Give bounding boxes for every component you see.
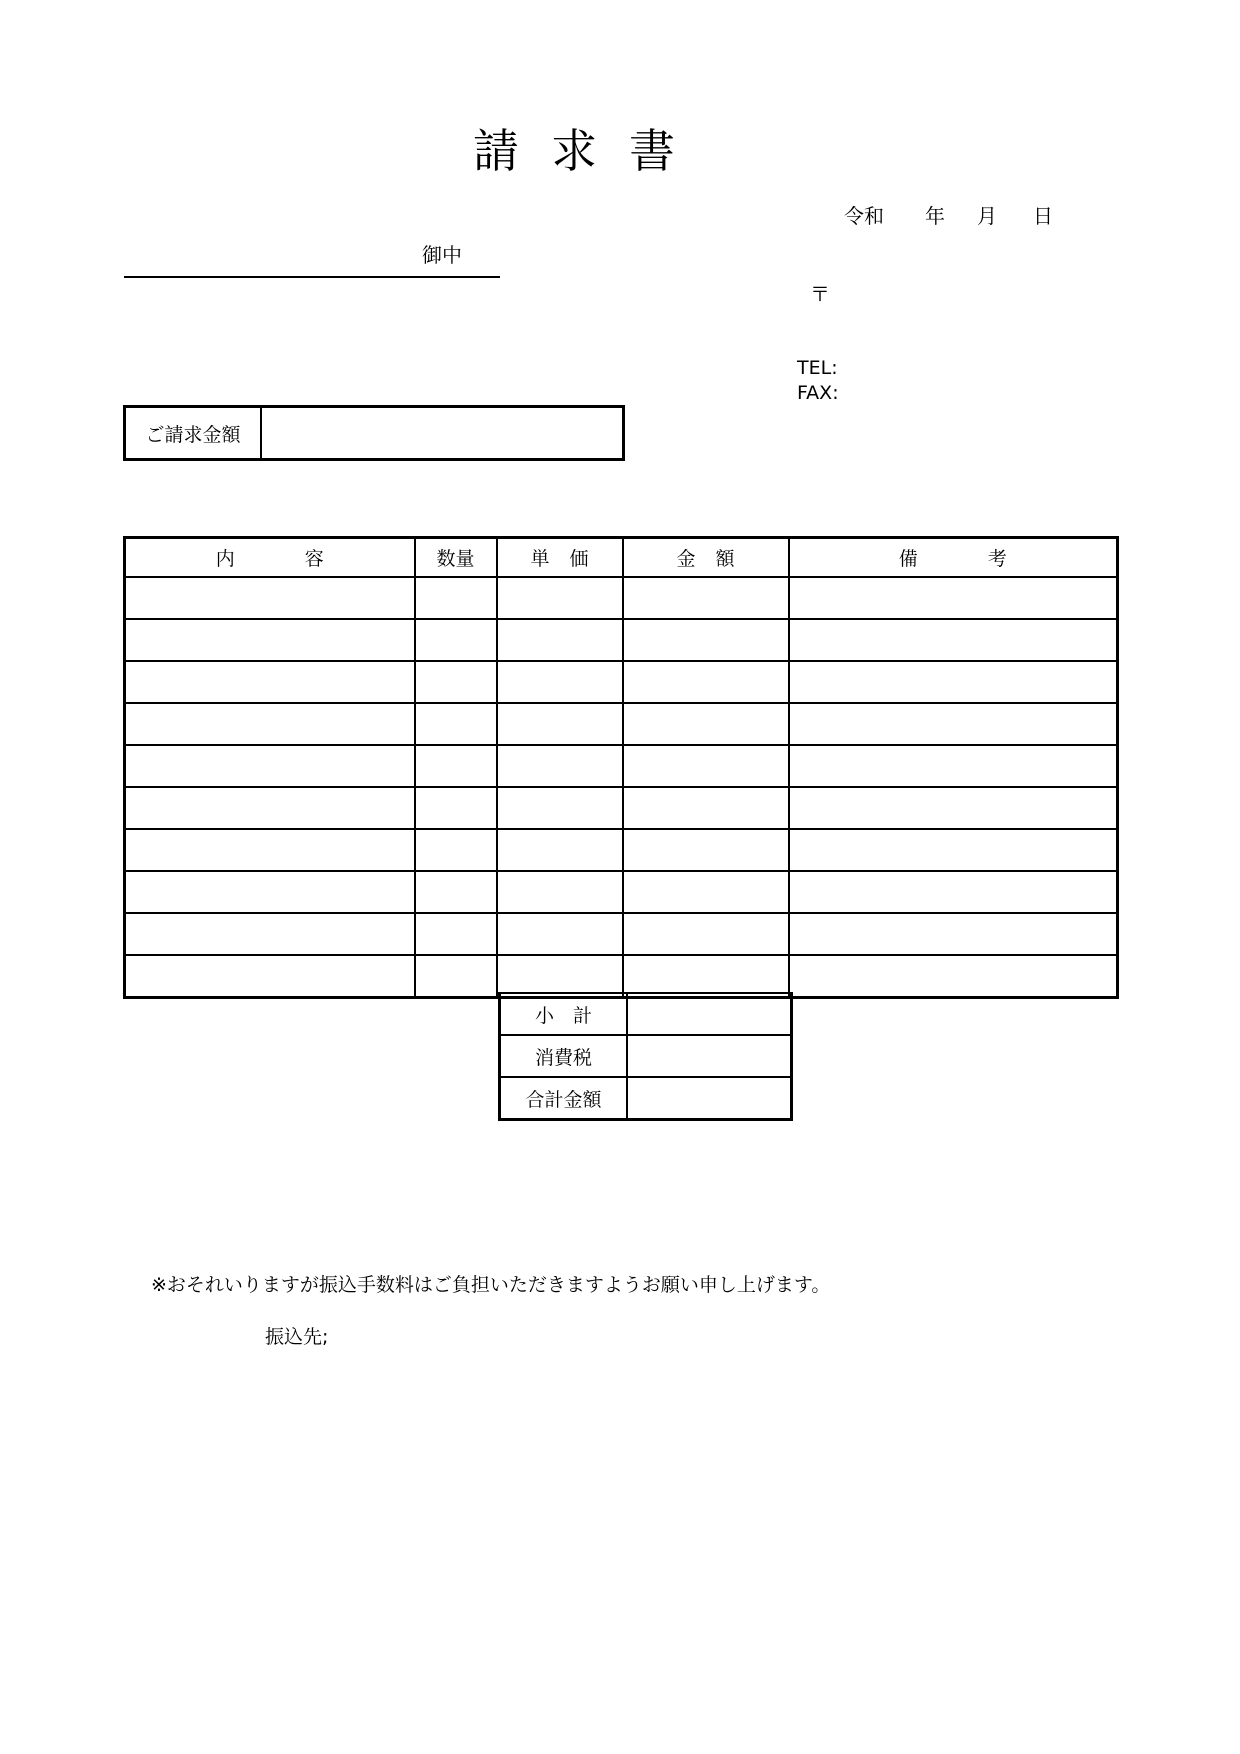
cell-unit-price[interactable] [497,787,623,829]
cell-unit-price[interactable] [497,703,623,745]
cell-remarks[interactable] [789,577,1118,619]
table-row [125,787,1118,829]
total-label: 合計金額 [500,1077,628,1120]
tax-label: 消費税 [500,1035,628,1077]
cell-description[interactable] [125,661,415,703]
cell-quantity[interactable] [415,703,497,745]
cell-quantity[interactable] [415,619,497,661]
cell-description[interactable] [125,955,415,998]
items-header-row [125,538,1118,578]
cell-amount[interactable] [623,871,789,913]
date-year: 年 [925,204,945,228]
table-row [125,661,1118,703]
cell-unit-price[interactable] [497,577,623,619]
postal-mark: 〒 [810,282,830,306]
header-description: 内容 [125,538,415,578]
tax-row [500,1035,792,1077]
recipient-honorific: 御中 [422,243,462,267]
cell-description[interactable] [125,871,415,913]
header-quantity: 数量 [415,538,497,578]
cell-description[interactable] [125,787,415,829]
cell-description[interactable] [125,913,415,955]
cell-remarks[interactable] [789,619,1118,661]
cell-quantity[interactable] [415,745,497,787]
cell-unit-price[interactable] [497,619,623,661]
transfer-destination-label: 振込先; [265,1326,329,1348]
cell-description[interactable] [125,745,415,787]
transfer-fee-note: ※おそれいりますが振込手数料はご負担いただきますようお願い申し上げます。 [151,1274,831,1296]
billing-amount-value[interactable] [262,408,622,458]
cell-remarks[interactable] [789,955,1118,998]
table-row [125,703,1118,745]
subtotal-row [500,993,792,1035]
subtotal-value[interactable] [627,993,792,1035]
cell-amount[interactable] [623,703,789,745]
cell-remarks[interactable] [789,913,1118,955]
billing-amount-box [123,405,625,461]
total-row [500,1077,792,1120]
cell-remarks[interactable] [789,829,1118,871]
cell-description[interactable] [125,829,415,871]
cell-quantity[interactable] [415,955,497,998]
cell-quantity[interactable] [415,913,497,955]
cell-unit-price[interactable] [497,871,623,913]
header-amount: 金額 [623,538,789,578]
cell-remarks[interactable] [789,745,1118,787]
cell-amount[interactable] [623,619,789,661]
tel-label: TEL: [797,357,838,379]
cell-quantity[interactable] [415,577,497,619]
cell-quantity[interactable] [415,787,497,829]
cell-description[interactable] [125,703,415,745]
cell-amount[interactable] [623,829,789,871]
fax-label: FAX: [797,382,839,404]
cell-remarks[interactable] [789,703,1118,745]
cell-unit-price[interactable] [497,661,623,703]
cell-quantity[interactable] [415,661,497,703]
header-remarks: 備考 [789,538,1118,578]
table-row [125,577,1118,619]
billing-amount-label: ご請求金額 [126,408,262,458]
tax-value[interactable] [627,1035,792,1077]
cell-amount[interactable] [623,745,789,787]
cell-quantity[interactable] [415,829,497,871]
document-title: 請求書 [473,124,707,178]
cell-unit-price[interactable] [497,829,623,871]
subtotal-label: 小 計 [500,993,628,1035]
date-day: 日 [1033,204,1053,228]
cell-remarks[interactable] [789,787,1118,829]
table-row [125,871,1118,913]
cell-unit-price[interactable] [497,745,623,787]
table-row [125,913,1118,955]
items-table [123,536,1119,999]
cell-amount[interactable] [623,787,789,829]
header-unit-price: 単価 [497,538,623,578]
cell-description[interactable] [125,619,415,661]
cell-remarks[interactable] [789,871,1118,913]
recipient-name-line[interactable] [124,276,500,278]
cell-quantity[interactable] [415,871,497,913]
cell-amount[interactable] [623,577,789,619]
date-era: 令和 [844,204,884,228]
total-value[interactable] [627,1077,792,1120]
cell-unit-price[interactable] [497,913,623,955]
cell-remarks[interactable] [789,661,1118,703]
totals-table [498,992,793,1121]
date-month: 月 [977,204,997,228]
cell-amount[interactable] [623,661,789,703]
table-row [125,619,1118,661]
table-row [125,745,1118,787]
cell-amount[interactable] [623,913,789,955]
cell-description[interactable] [125,577,415,619]
table-row [125,829,1118,871]
